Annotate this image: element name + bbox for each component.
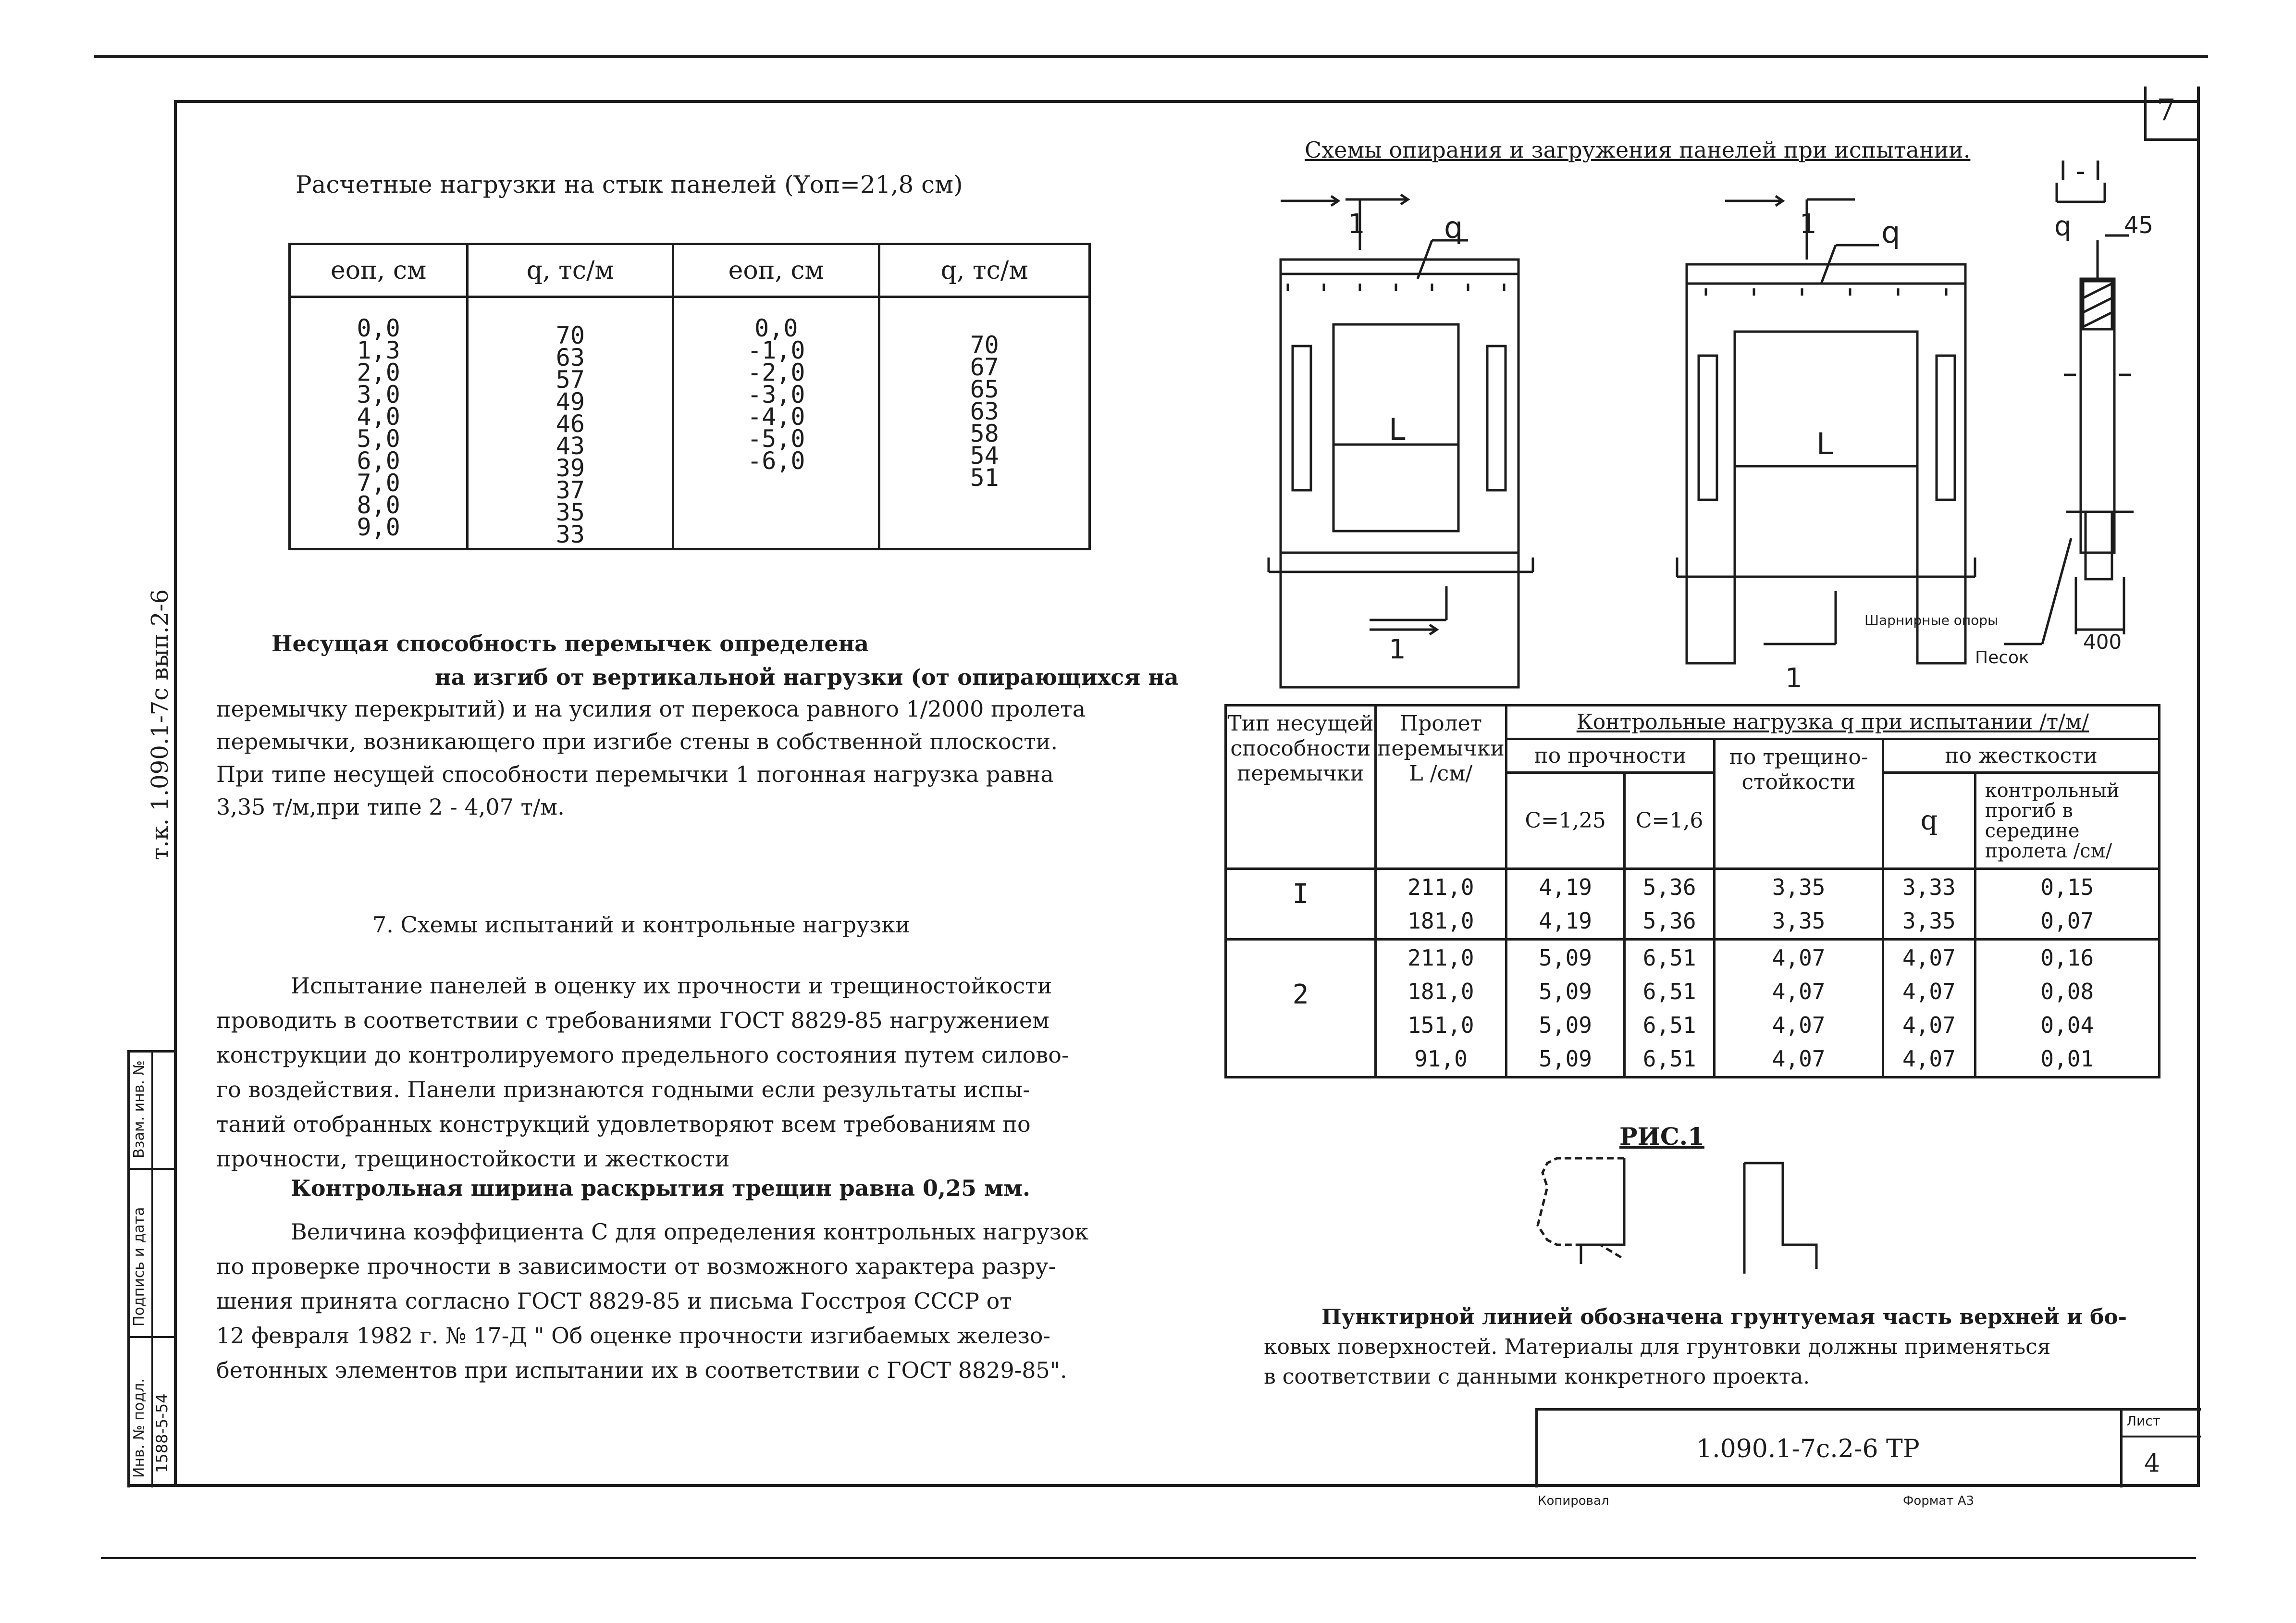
cell: 70 [555,322,585,349]
text-line: Испытание панелей в оценку их прочности и трещиностойкости [291,973,1052,999]
cell: 0,0 [357,314,400,342]
text-line: 12 февраля 1982 г. № 17-Д " Об оценке прочности изгибаемых железо- [216,1323,1051,1349]
cell: 63 [555,344,585,372]
value: 3,35 [1902,908,1956,934]
series-label: т.к. 1.090.1-7с вып.2-6 [147,589,173,860]
cell: 5,0 [357,425,400,453]
c16-cell [1625,940,1715,1078]
bearing-line-2: на изгиб от вертикальной нагрузки (от опирающихся на [435,664,1179,690]
left-table-caption: Расчетные нагрузки на стык панелей (Yоп=21,8 см) [296,171,963,198]
value: 3,35 [1772,908,1826,934]
panel-2-section-mark-bottom: 1 [1785,663,1802,694]
header-span: Пролет перемычки L /см/ [1375,706,1506,869]
text-line: в соответствии с данными конкретного проекта. [1264,1364,1810,1389]
dimension-400-label: 400 [2083,630,2122,654]
value: 5,36 [1642,874,1696,900]
value: 4,07 [1772,1012,1826,1038]
bearing-line-4: перемычки, возникающего при изгибе стены в собственной плоскости. [216,729,1058,755]
sand-label: Песок [1975,648,2029,668]
panel-1-l-label: L [1389,412,1406,447]
cell: 63 [970,397,999,425]
cell: 57 [555,366,585,394]
value: 6,51 [1642,1012,1696,1038]
text-line: шения принята согласно ГОСТ 8829-85 и письма Госстроя СССР от [216,1288,1012,1314]
section-i-i-label: I - I [2059,156,2102,187]
header-control-deflection: контрольный прогиб в середине пролета /см/ [1975,773,2159,869]
section-7-paragraph-3 [216,1214,1088,1388]
q-rigidity-cell [1883,869,1975,940]
left-load-table [288,243,1091,550]
value: 5,09 [1539,979,1592,1004]
figure-label: РИС.1 [1619,1122,1704,1151]
cell: 51 [970,464,999,492]
panel-1-q-label: q [1444,210,1463,245]
value: 4,07 [1772,1046,1826,1072]
text-line: Величина коэффициента С для определения контрольных нагрузок [291,1219,1089,1245]
format-label: Формат А3 [1903,1494,1975,1508]
header-by-rigidity: по жесткости [1883,739,2160,773]
cell: -2,0 [747,359,805,386]
copied-by-label: Копировал [1538,1494,1609,1508]
stamp-cell-inv-number: Инв. № подл. [131,1378,148,1478]
section-i-i-scheme [2004,183,2134,644]
value: 181,0 [1407,979,1474,1004]
value: 5,09 [1539,1046,1592,1072]
cell: -4,0 [747,403,805,431]
value: 0,08 [2040,979,2094,1004]
section-7-title: 7. Схемы испытаний и контрольные нагрузки [372,912,910,938]
value: 6,51 [1642,979,1696,1004]
value: 211,0 [1407,874,1474,900]
header-e-op-positive: eоп, см [290,244,468,297]
panel-1-section-mark-top: 1 [1348,209,1365,240]
cell: 58 [970,420,999,447]
header-by-strength: по прочности [1506,739,1714,773]
stamp-cell-signature-date: Подпись и дата [131,1207,148,1326]
column-e-op-negative [673,297,879,549]
value: 4,07 [1902,1012,1956,1038]
section-q-label: q [2054,211,2072,242]
cell: 39 [555,454,585,482]
column-q-1 [468,297,673,549]
span-cell [1375,869,1506,940]
text-line: таний отобранных конструкций удовлетворяют всем требованиям по [216,1111,1031,1137]
value: 4,07 [1902,945,1956,971]
value: 4,07 [1772,979,1826,1004]
text-line: ковых поверхностей. Материалы для грунтовки должны применяться [1264,1335,2051,1359]
header-by-crack-resistance: по трещино-стойкости [1715,739,1883,869]
header-c-1-25: C=1,25 [1506,773,1624,869]
cell: 65 [970,375,999,403]
header-control-load: Контрольные нагрузка q при испытании /т/м/ [1506,706,2159,739]
cell: 3,0 [357,381,400,409]
deflection-cell [1975,940,2159,1078]
value: 5,09 [1539,1012,1592,1038]
panel-1-section-mark-bottom: 1 [1389,634,1406,665]
header-q-2: q, тс/м [879,244,1090,297]
cell: 46 [555,410,585,438]
value: 3,33 [1902,874,1956,900]
text-line: Пунктирной линией обозначена грунтуемая часть верхней и бо- [1321,1305,2127,1329]
column-q-2 [879,297,1090,549]
table-row-group-1 [1226,869,2160,940]
cell: -1,0 [747,336,805,364]
bearing-line-3: перемычку перекрытий) и на усилия от перекоса равного 1/2000 пролета [216,696,1086,722]
bearing-line-5: При типе несущей способности перемычки 1 погонная нагрузка равна [216,761,1054,787]
value: 3,35 [1772,874,1826,900]
sheet-label: Лист [2126,1413,2160,1429]
cell: 2,0 [357,359,400,386]
table-row-group-2 [1226,940,2160,1078]
c16-cell [1625,869,1715,940]
span-cell [1375,940,1506,1078]
bearing-line-6: 3,35 т/м,при типе 2 - 4,07 т/м. [216,794,565,820]
value: 0,15 [2040,874,2094,900]
value: 4,19 [1539,908,1592,934]
figure-note [1264,1302,2127,1392]
cell: 70 [970,331,999,359]
text-line: прочности, трещиностойкости и жесткости [216,1146,730,1172]
cell: -5,0 [747,425,805,453]
cell: 54 [970,442,999,470]
section-7-paragraph-1 [216,968,1069,1176]
value: 4,19 [1539,874,1592,900]
page-number: 7 [2157,92,2176,127]
stamp-inv-value: 1588-5-54 [153,1393,171,1473]
header-q-rigidity: q [1883,773,1975,869]
header-q-1: q, тс/м [468,244,673,297]
hinge-supports-label: Шарнирные опоры [1864,612,1999,628]
value: 4,07 [1902,979,1956,1004]
type-2-cell: 2 [1226,940,1376,1078]
cell: -6,0 [747,447,805,475]
value: 5,36 [1642,908,1696,934]
value: 91,0 [1414,1046,1468,1072]
schemes-title: Схемы опирания и загружения панелей при испытании. [1305,137,1971,163]
value: 0,04 [2040,1012,2094,1038]
cell: 43 [555,432,585,460]
text-line: по проверке прочности в зависимости от возможного характера разру- [216,1253,1056,1279]
header-c-1-6: C=1,6 [1625,773,1715,869]
c125-cell [1506,869,1624,940]
frame-right [2197,87,2200,1485]
cell: -3,0 [747,381,805,409]
text-line: го воздействия. Панели признаются годными если результаты испы- [216,1077,1030,1103]
stamp-cell-replaced-inv: Взам. инв. № [131,1060,148,1158]
panel-2-section-mark-top: 1 [1800,209,1817,240]
panel-2-l-label: L [1816,426,1833,461]
control-load-table [1224,704,2160,1078]
q-rigidity-cell [1883,940,1975,1078]
type-1-cell: I [1226,869,1376,940]
cell: 0,0 [754,314,798,342]
deflection-cell [1975,869,2159,940]
value: 181,0 [1407,908,1474,934]
value: 151,0 [1407,1012,1474,1038]
figure-1-drawing [1528,1153,1874,1278]
value: 4,07 [1902,1046,1956,1072]
cell: 8,0 [357,491,400,519]
text-line: проводить в соответствии с требованиями ГОСТ 8829-85 нагружением [216,1007,1049,1033]
value: 6,51 [1642,945,1696,971]
cell: 37 [555,476,585,504]
value: 211,0 [1407,945,1474,971]
cell: 4,0 [357,403,400,431]
value: 0,07 [2040,908,2094,934]
cell: 67 [970,353,999,381]
column-e-op-positive [290,297,468,549]
document-code: 1.090.1-7с.2-6 ТР [1696,1435,1920,1463]
crack-width-text: Контрольная ширина раскрытия трещин равна 0,25 мм. [291,1175,1031,1201]
panel-2-q-label: q [1881,215,1901,250]
value: 0,01 [2040,1046,2094,1072]
header-e-op-negative: eоп, см [673,244,879,297]
cell: 9,0 [357,513,400,541]
cell: 35 [555,498,585,526]
value: 0,16 [2040,945,2094,971]
crack-cell [1715,940,1883,1078]
cell: 6,0 [357,447,400,475]
value: 6,51 [1642,1046,1696,1072]
dimension-45-label: 45 [2124,212,2154,239]
crack-cell [1715,869,1883,940]
cell: 33 [555,520,585,548]
frame-top [174,100,2197,103]
header-bearing-type: Тип несущей способности перемычки [1226,706,1376,869]
loading-scheme-drawing [1225,154,2177,706]
cell: 49 [555,388,585,416]
cell: 7,0 [357,469,400,497]
cell: 1,3 [357,336,400,364]
top-rule [94,55,2208,58]
sheet-number: 4 [2144,1449,2160,1478]
bottom-rule [101,1557,2196,1559]
value: 5,09 [1539,945,1592,971]
c125-cell [1506,940,1624,1078]
bearing-line-1: Несущая способность перемычек определена [272,631,869,657]
value: 4,07 [1772,945,1826,971]
text-line: конструкции до контролируемого предельного состояния путем силово- [216,1042,1069,1068]
text-line: бетонных элементов при испытании их в соответствии с ГОСТ 8829-85". [216,1357,1067,1383]
